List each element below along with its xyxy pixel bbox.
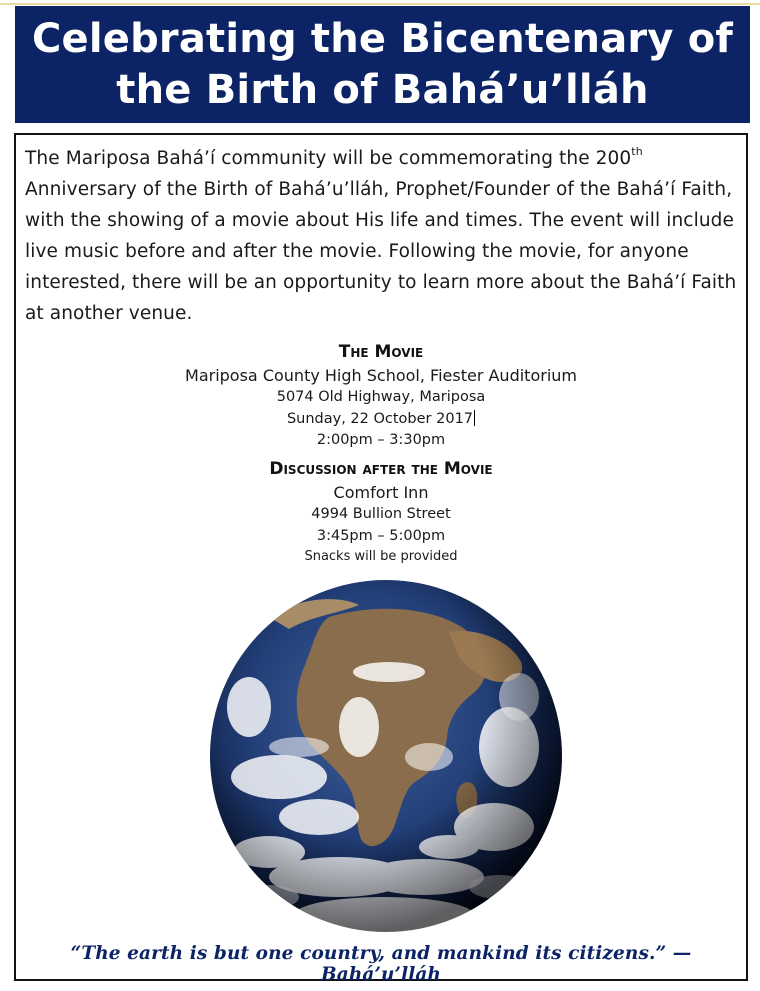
discussion-section <box>16 456 746 567</box>
movie-venue: Mariposa County High School, Fiester Auditorium <box>185 366 577 385</box>
intro-paragraph <box>25 143 737 329</box>
discussion-time: 3:45pm – 5:00pm <box>316 527 446 544</box>
page-title: Celebrating the Bicentenary of the Birth of Bahá’u’lláh <box>31 15 734 113</box>
intro-superscript: th <box>631 144 643 158</box>
intro-text-rest: Anniversary of the Birth of Bahá’u’lláh, Prophet/Founder of the Bahá’í Faith, with the showing of a movie about His life and times. The event will include live music before and after the movie. Following the movie, for anyone interested, there will be an opportunity to learn more about the Bahá’í Faith at another venue. <box>25 179 737 324</box>
text-cursor <box>474 410 475 426</box>
movie-section <box>16 339 746 452</box>
movie-heading: The Movie <box>338 342 424 362</box>
closing-quote: “The earth is but one country, and mankind its citizens.” — Bahá’u’lláh <box>70 943 692 985</box>
movie-address: 5074 Old Highway, Mariposa <box>276 389 486 405</box>
movie-date-line <box>16 409 746 431</box>
snacks-note: Snacks will be provided <box>304 549 458 564</box>
movie-date: Sunday, 22 October 2017 <box>286 410 474 427</box>
discussion-venue: Comfort Inn <box>333 483 429 502</box>
content-box <box>14 133 748 985</box>
discussion-address: 4994 Bullion Street <box>311 506 451 522</box>
header-banner <box>15 6 750 123</box>
earth-globe-image <box>209 577 563 935</box>
discussion-heading: Discussion after the Movie <box>269 459 493 479</box>
top-rule <box>0 3 760 5</box>
movie-time: 2:00pm – 3:30pm <box>316 432 446 448</box>
intro-text-start: The Mariposa Bahá’í community will be commemorating the 200 <box>25 148 632 169</box>
